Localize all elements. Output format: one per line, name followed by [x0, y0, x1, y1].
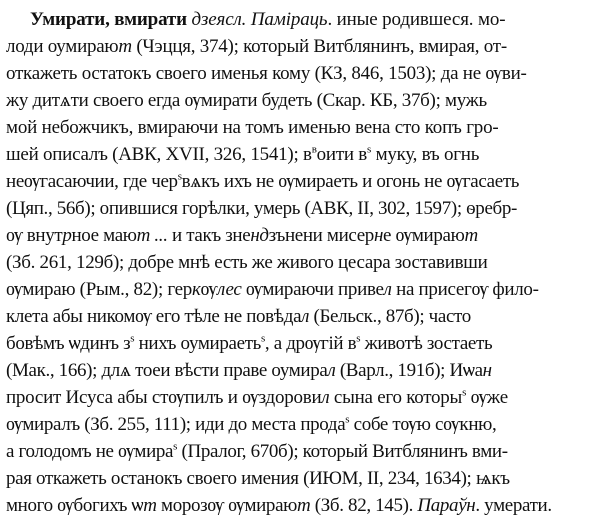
citation-text: (Зб. 261, 129б); добре мнѣ есть же живого цесара зоставивши — [6, 252, 488, 273]
restored-letter: т — [464, 225, 478, 246]
restored-letter: н — [373, 225, 384, 246]
quotation-text: его тѣле не повѣда — [151, 306, 302, 327]
quotation-text: клета абы никомѹ — [6, 306, 152, 327]
quotation-text: е ѹмираю — [383, 225, 465, 246]
restored-letter: р — [62, 225, 72, 246]
restored-letter: л — [321, 387, 330, 408]
quotation-text: животѣ зостаеть — [360, 333, 493, 354]
entry-line-3 — [6, 60, 602, 87]
citation-text: шей описалъ (АВК, XVII, 326, 1541); в — [6, 144, 312, 165]
restored-letter: л — [327, 360, 336, 381]
superscript-letter: s — [356, 332, 361, 345]
entry-line-19 — [6, 492, 602, 519]
quotation-text: нихъ оумираеть — [134, 333, 261, 354]
cross-reference-label: Параўн — [417, 495, 476, 516]
restored-letter: к — [191, 279, 201, 300]
entry-line-16 — [6, 411, 602, 438]
superscript-letter: s — [367, 143, 372, 156]
citation-text: (Зб. 82, 145). — [310, 495, 413, 516]
superscript-letter: s — [173, 440, 178, 453]
quotation-text: ѹмиралъ (Зб. 255, 111); иди до места прода — [6, 414, 346, 435]
entry-line-7 — [6, 168, 602, 195]
quotation-text: просит Исуса абы стѹпилъ и ѹздорови — [6, 387, 322, 408]
entry-line-18 — [6, 465, 602, 492]
quotation-text: и такъ зне — [167, 225, 251, 246]
restored-letter: т — [136, 225, 150, 246]
citation-text: (Варл., 191б); Иѡа — [335, 360, 483, 381]
entry-line-13 — [6, 330, 602, 357]
entry-line-4 — [6, 87, 602, 114]
restored-letter: л — [301, 306, 310, 327]
quotation-text: ѹ — [200, 279, 217, 300]
restored-letter: т — [297, 495, 311, 516]
quotation-text: неѹгасаючии, где чер — [6, 171, 178, 192]
citation-text: мой небожчикъ, вмираючи на томъ именью вена сто копъ гро- — [6, 117, 499, 138]
quotation-text: муку, въ огнь — [371, 144, 480, 165]
quotation-text: ѹмираю (Рым., 82); гер — [6, 279, 192, 300]
quotation-text: сына его которы — [329, 387, 463, 408]
entry-line-1 — [6, 6, 602, 33]
quotation-text: морозѹ ѹмираю — [156, 495, 298, 516]
quotation-text: лоди оумираю — [6, 36, 119, 57]
citation-text: (Чэцця, 374); который Витблянинъ, вмирая, от- — [131, 36, 507, 57]
quotation-text: вѧкъ ихъ не ѹмираеть и огонь не ѹгасаеть — [181, 171, 520, 192]
quotation-text: много ѹбогихъ ѡ — [6, 495, 144, 516]
quotation-text: ное маю — [71, 225, 137, 246]
entry-line-9 — [6, 222, 602, 249]
quotation-text: ѹмираючи приве — [241, 279, 384, 300]
citation-text: (Бельск., 87б); часто — [309, 306, 471, 327]
superscript-letter: s — [260, 332, 265, 345]
quotation-text: ѹ внут — [6, 225, 63, 246]
belarusian-equivalent: Паміраць — [246, 9, 328, 30]
entry-line-5 — [6, 114, 602, 141]
quotation-text: ѹже — [466, 387, 508, 408]
citation-text: (Пралог, 670б); который Витблянинъ вми- — [177, 441, 508, 462]
superscript-letter: s — [345, 413, 350, 426]
restored-letter: т — [143, 495, 157, 516]
quotation-text: собе тѹю сѹкню, — [349, 414, 497, 435]
citation-text: откажеть остатокъ своего именья кому (КЗ, 846, 1503); да не ѹви- — [6, 63, 527, 84]
ellipsis: ... — [150, 225, 168, 246]
superscript-letter: s — [462, 386, 467, 399]
superscript-letter: s — [177, 170, 182, 183]
quotation-text: оити в — [316, 144, 368, 165]
superscript-letter: s — [130, 332, 135, 345]
cross-reference-target: . умерати. — [475, 495, 552, 516]
quotation-text: бовѣмъ ѡдинъ з — [6, 333, 131, 354]
quotation-text: на присегѹ фило- — [391, 279, 539, 300]
entry-line-15 — [6, 384, 602, 411]
entry-line-14 — [6, 357, 602, 384]
entry-headword: Умирати, вмирати — [30, 9, 187, 30]
citation-text: (Цяп., 56б); опившися горѣлки, умерь (АВК, II, 302, 1597); ѳребр- — [6, 198, 517, 219]
quotation-text: зънени мисер — [268, 225, 374, 246]
superscript-letter: в — [311, 143, 317, 156]
restored-letter: ес — [225, 279, 242, 300]
grammar-label: дзеясл. — [191, 9, 247, 30]
entry-line-11 — [6, 276, 602, 303]
entry-line-12 — [6, 303, 602, 330]
citation-text: рая откажеть останокъ своего имения (ИЮМ, II, 234, 1634); ѩкъ — [6, 468, 510, 489]
entry-line-6 — [6, 141, 602, 168]
restored-letter: н — [482, 360, 492, 381]
entry-line-17 — [6, 438, 602, 465]
entry-line-10 — [6, 249, 602, 276]
restored-letter: нд — [250, 225, 269, 246]
quotation-text: , а дрѹгій в — [264, 333, 357, 354]
restored-letter: л — [383, 279, 392, 300]
dictionary-entry — [6, 6, 602, 519]
restored-letter: л — [216, 279, 226, 300]
restored-letter: т — [118, 36, 132, 57]
quotation-text: . иные родившеся. мо- — [327, 9, 506, 30]
quotation-text: а голодомъ не ѹмира — [6, 441, 174, 462]
quotation-text: (Мак., 166); длѧ тоеи вѣсти праве оумира — [6, 360, 328, 381]
entry-line-2 — [6, 33, 602, 60]
entry-line-8 — [6, 195, 602, 222]
citation-text: жу дитѧти своего егда ѹмирати будеть (Скар. КБ, 37б); мужь — [6, 90, 487, 111]
